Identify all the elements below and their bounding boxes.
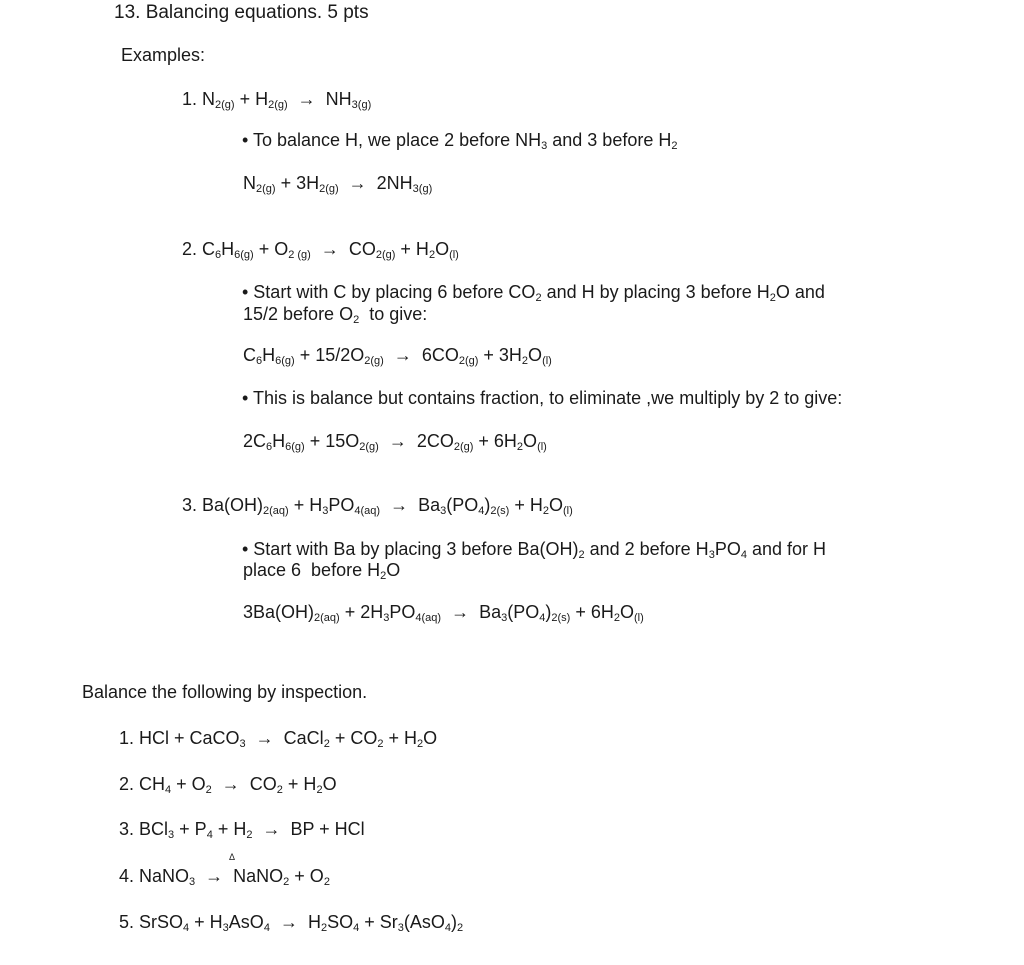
text-fragment: C (243, 345, 256, 365)
subscript: 2(s) (490, 505, 510, 517)
example-2-note-1-line-2 (243, 305, 427, 326)
example-3-note-line-2 (243, 561, 400, 582)
text-fragment: ) (484, 495, 491, 515)
text-fragment: 3. BCl (119, 819, 169, 839)
text-fragment: 3Ba(OH) (243, 602, 315, 622)
subscript: 3 (322, 505, 329, 517)
practice-question-3 (119, 820, 365, 841)
heat-delta-symbol: Δ (229, 852, 236, 862)
subscript: 2 (769, 292, 776, 304)
text-fragment: PO (328, 495, 355, 515)
text-fragment: H (221, 239, 235, 259)
text-fragment: O (322, 774, 337, 794)
text-fragment: O (386, 560, 401, 580)
subscript: 2(aq) (314, 612, 340, 624)
text-fragment: and 2 before H (584, 539, 709, 559)
text-fragment: 2. CH (119, 774, 166, 794)
text-fragment: + 6H (473, 431, 517, 451)
text-fragment: • Start with C by placing 6 before CO (242, 282, 536, 302)
subscript: 2 (323, 876, 330, 888)
text-fragment: + O (253, 239, 289, 259)
text-fragment: → H (269, 912, 321, 932)
practice-question-5 (119, 913, 463, 934)
text-fragment: and 3 before H (547, 130, 672, 150)
subscript: 3 (168, 829, 175, 841)
text-fragment: SO (327, 912, 354, 932)
subscript: 3(g) (351, 99, 372, 111)
subscript: 4 (478, 505, 485, 517)
subscript: 3 (397, 922, 404, 934)
subscript: 6(g) (275, 355, 295, 367)
text-fragment: + 15O (304, 431, 360, 451)
text-fragment: ) (451, 912, 457, 932)
text-fragment: + 15/2O (294, 345, 365, 365)
text-fragment: O (435, 239, 450, 259)
subscript: 2(g) (458, 355, 479, 367)
subscript: 6 (215, 249, 222, 261)
subscript: 4(aq) (415, 612, 442, 624)
text-fragment: → 6CO (383, 345, 459, 365)
subscript: 2 (578, 549, 585, 561)
text-fragment: H (272, 431, 286, 451)
subscript: 4 (263, 922, 270, 934)
subscript: (l) (562, 505, 573, 517)
subscript: 6(g) (285, 441, 305, 453)
subscript: 2(g) (319, 183, 339, 195)
subscript: (l) (537, 441, 547, 453)
subscript: 4 (740, 549, 747, 561)
text-fragment: + H (234, 89, 269, 109)
text-fragment: O (528, 345, 543, 365)
text-fragment: + 6H (570, 602, 614, 622)
subscript: 4 (206, 829, 213, 841)
text-fragment: → CaCl (245, 728, 324, 748)
text-fragment: + H (212, 819, 247, 839)
text-fragment: + P (174, 819, 207, 839)
subscript: (l) (633, 612, 644, 624)
example-3-note-line-1 (242, 540, 826, 561)
practice-question-1 (119, 729, 437, 750)
subscript: 2(aq) (263, 505, 289, 517)
example-2-note-1-line-1 (242, 283, 825, 304)
text-fragment: + H (288, 495, 323, 515)
text-fragment: PO (714, 539, 741, 559)
text-fragment: + 3H (275, 173, 320, 193)
text-fragment: + H (189, 912, 223, 932)
example-2-note-2 (242, 389, 842, 407)
example-2-balanced (243, 432, 547, 453)
text-fragment: O and (775, 282, 825, 302)
subscript: 6 (266, 441, 273, 453)
text-fragment: AsO (228, 912, 264, 932)
subscript: 2 (323, 738, 330, 750)
text-fragment: place 6 before H (243, 560, 381, 580)
subscript: 2 (416, 738, 424, 750)
text-fragment: → 2CO (378, 431, 454, 451)
subscript: 2 (542, 505, 549, 517)
text-fragment: → CO (310, 239, 376, 259)
practice-heading (82, 683, 367, 701)
subscript: 3 (189, 876, 196, 888)
text-fragment: O (548, 495, 563, 515)
text-fragment: + O (289, 866, 324, 886)
text-fragment: 5. SrSO (119, 912, 184, 932)
text-fragment: 3. Ba(OH) (182, 495, 264, 515)
subscript: 3 (383, 612, 390, 624)
subscript: 2 (516, 441, 524, 453)
text-fragment: → CO (211, 774, 277, 794)
subscript: 2(g) (364, 355, 384, 367)
example-1-equation (182, 90, 371, 111)
subscript: 4 (165, 784, 172, 796)
text-fragment: (PO (446, 495, 479, 515)
subscript: 2 (320, 922, 328, 934)
subscript: 2(g) (215, 99, 235, 111)
text-fragment: → NaNO (195, 866, 284, 886)
text-fragment: → BP + HCl (252, 819, 365, 839)
subscript: 2 (613, 612, 620, 624)
text-fragment: + 3H (478, 345, 522, 365)
text-fragment: 15/2 before O (243, 304, 354, 324)
subscript: 2 (283, 876, 290, 888)
subscript: 2 (457, 922, 464, 934)
text-fragment: 1. HCl + CaCO (119, 728, 240, 748)
subscript: 2(g) (359, 441, 379, 453)
text-fragment: + 2H (339, 602, 384, 622)
text-fragment: H (262, 345, 276, 365)
subscript: 4 (183, 922, 190, 934)
text-fragment: + CO (329, 728, 378, 748)
subscript: 2 (535, 292, 542, 304)
subscript: 4 (353, 922, 360, 934)
text-fragment: • This is balance but contains fraction, to eliminate ,we multiply by 2 to give: (242, 388, 843, 408)
subscript: 3 (239, 738, 246, 750)
text-fragment: Examples: (121, 45, 206, 65)
text-fragment: → NH (287, 89, 352, 109)
subscript: 2(s) (551, 612, 571, 624)
text-fragment: Balance the following by inspection. (82, 682, 368, 702)
subscript: 4(aq) (354, 505, 381, 517)
subscript: 2(g) (256, 183, 276, 195)
example-2-step (243, 346, 552, 367)
text-fragment: + H (509, 495, 543, 515)
text-fragment: 4. NaNO (119, 866, 190, 886)
text-fragment: → Ba (380, 495, 441, 515)
text-fragment: + H (282, 774, 317, 794)
practice-question-2 (119, 775, 337, 796)
subscript: 2 (276, 784, 283, 796)
text-fragment: O (423, 728, 438, 748)
text-fragment: ) (545, 602, 552, 622)
subscript: 3(g) (412, 183, 433, 195)
subscript: 2 (316, 784, 323, 796)
examples-heading (121, 46, 205, 64)
practice-question-4 (119, 867, 330, 888)
text-fragment: + O (171, 774, 206, 794)
example-1-balanced (243, 174, 432, 195)
text-fragment: and for H (746, 539, 826, 559)
subscript: 2 (205, 784, 212, 796)
text-fragment: PO (389, 602, 416, 622)
text-fragment: 2. C (182, 239, 216, 259)
example-3-equation (182, 496, 573, 517)
text-fragment: • To balance H, we place 2 before NH (242, 130, 542, 150)
text-fragment: + H (395, 239, 429, 259)
text-fragment: (AsO (403, 912, 445, 932)
subscript: 2 (521, 355, 529, 367)
subscript: 3 (501, 612, 508, 624)
text-fragment: N (243, 173, 256, 193)
subscript: 2 (671, 140, 678, 152)
subscript: 2 (380, 570, 387, 582)
subscript: (l) (449, 249, 459, 261)
text-fragment: → 2NH (338, 173, 413, 193)
subscript: 2 (g) (288, 249, 311, 261)
subscript: 4 (539, 612, 546, 624)
subscript: 3 (541, 140, 548, 152)
subscript: 2 (246, 829, 253, 841)
subscript: 3 (708, 549, 715, 561)
subscript: 2(g) (268, 99, 288, 111)
text-fragment: → Ba (441, 602, 502, 622)
text-fragment: to give: (359, 304, 428, 324)
text-fragment: 1. N (182, 89, 216, 109)
page-title (114, 3, 369, 22)
text-fragment: + Sr (359, 912, 398, 932)
subscript: 2 (377, 738, 384, 750)
subscript: 6(g) (234, 249, 254, 261)
text-fragment: O (523, 431, 538, 451)
example-2-equation (182, 240, 459, 261)
text-fragment: 13. Balancing equations. 5 pts (114, 2, 369, 23)
subscript: 3 (440, 505, 447, 517)
text-fragment: + H (383, 728, 417, 748)
subscript: 2(g) (375, 249, 396, 261)
subscript: (l) (542, 355, 552, 367)
example-3-balanced (243, 603, 644, 624)
subscript: 2(g) (453, 441, 474, 453)
text-fragment: • Start with Ba by placing 3 before Ba(OH) (242, 539, 579, 559)
text-fragment: 2C (243, 431, 267, 451)
subscript: 2 (353, 314, 360, 326)
example-1-note (242, 131, 677, 152)
subscript: 6 (256, 355, 263, 367)
text-fragment: (PO (507, 602, 540, 622)
text-fragment: and H by placing 3 before H (541, 282, 770, 302)
text-fragment: O (619, 602, 634, 622)
subscript: 2 (428, 249, 436, 261)
subscript: 3 (222, 922, 229, 934)
subscript: 4 (444, 922, 451, 934)
